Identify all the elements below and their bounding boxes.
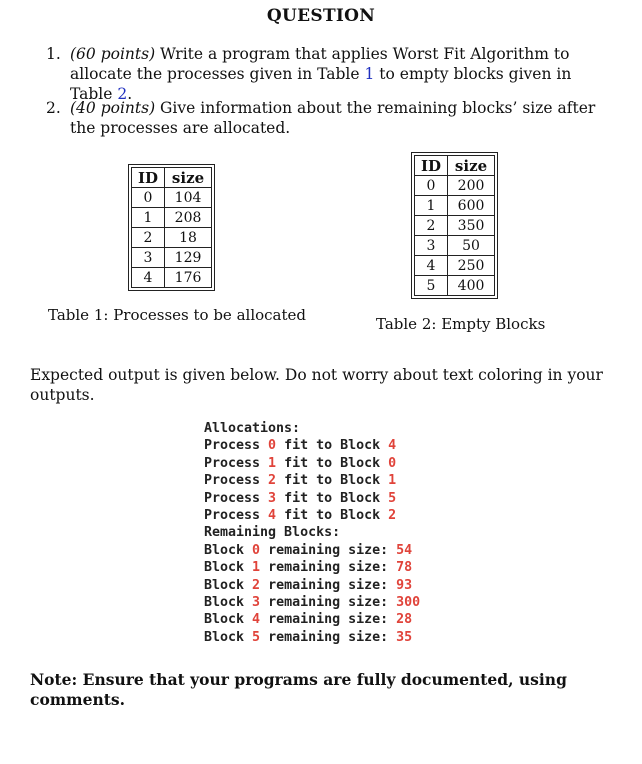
output-line [204,559,420,576]
cell-size: 200 [448,176,495,196]
table-1-reference[interactable]: 1 [364,65,375,83]
table-row [415,216,495,236]
output-number: 1 [388,473,397,489]
output-text: Process [204,490,269,506]
question-points: (60 points) [70,45,156,63]
cell-id: 4 [132,268,165,288]
output-text: remaining size: [260,595,397,611]
output-line [204,594,420,611]
cell-size: 400 [448,276,495,296]
cell-id: 1 [415,196,448,216]
cell-id: 3 [132,248,165,268]
table-row [132,188,212,208]
cell-size: 129 [165,248,212,268]
output-number: 2 [252,577,261,593]
table-row [415,276,495,296]
expected-output-block [204,420,420,646]
output-number: 0 [388,455,397,471]
output-line [204,472,420,489]
output-text: remaining size: [260,542,397,558]
output-line [204,455,420,472]
output-number: 4 [268,508,277,524]
output-text: remaining size: [260,612,397,628]
output-text: fit to Block [276,438,389,454]
question-text: . [127,85,133,103]
output-line [204,437,420,454]
table-row [132,248,212,268]
output-number: 1 [268,455,277,471]
table-row [415,236,495,256]
cell-size: 250 [448,256,495,276]
output-number: 300 [396,595,421,611]
output-number: 93 [396,577,413,593]
output-line [204,420,420,437]
output-line [204,611,420,628]
output-text: Block [204,612,253,628]
note: Note: Ensure that your programs are fully documented, using comments. [30,670,567,709]
output-number: 3 [268,490,277,506]
cell-id: 0 [132,188,165,208]
output-line [204,577,420,594]
output-text: fit to Block [276,473,389,489]
cell-size: 350 [448,216,495,236]
output-text: Block [204,595,253,611]
cell-size: 176 [165,268,212,288]
cell-id: 4 [415,256,448,276]
output-line [204,542,420,559]
output-number: 3 [252,595,261,611]
output-text: fit to Block [276,455,389,471]
output-text: fit to Block [276,490,389,506]
output-number: 54 [396,542,413,558]
output-text: Process [204,438,269,454]
output-text: remaining size: [260,560,397,576]
cell-id: 3 [415,236,448,256]
output-text: Remaining Blocks: [204,525,341,541]
cell-id: 1 [132,208,165,228]
output-text: Process [204,508,269,524]
output-text: fit to Block [276,508,389,524]
output-number: 2 [268,473,277,489]
output-line [204,490,420,507]
output-number: 0 [252,542,261,558]
cell-id: 2 [415,216,448,236]
table-row [132,208,212,228]
table-row [132,268,212,288]
cell-size: 104 [165,188,212,208]
cell-size: 18 [165,228,212,248]
cell-size: 600 [448,196,495,216]
page-title: QUESTION [266,6,376,26]
table-2 [411,152,498,299]
output-number: 35 [396,629,413,645]
output-number: 1 [252,560,261,576]
output-text: Process [204,473,269,489]
question-number: 2. [46,99,61,117]
table-header-id: ID [415,156,448,176]
table-header-id: ID [132,168,165,188]
question-number: 1. [46,45,61,63]
output-number: 5 [252,629,261,645]
table-row [132,228,212,248]
output-number: 4 [388,438,397,454]
output-text: Allocations: [204,421,301,436]
cell-id: 0 [415,176,448,196]
output-number: 78 [396,560,413,576]
table-1 [128,164,215,291]
output-number: 2 [388,508,397,524]
table-header-size: size [448,156,495,176]
question-2 [46,98,611,138]
output-number: 4 [252,612,261,628]
table-row [415,176,495,196]
table-row [415,256,495,276]
table-2-reference[interactable]: 2 [117,85,128,103]
cell-size: 208 [165,208,212,228]
output-text: Block [204,629,253,645]
cell-size: 50 [448,236,495,256]
output-line [204,507,420,524]
output-text: Process [204,455,269,471]
table-2-caption: Table 2: Empty Blocks [376,315,546,333]
question-text: Give information about the remaining blocks’ size after the processes are allocated. [70,99,596,137]
table-1-caption: Table 1: Processes to be allocated [48,306,306,324]
output-number: 0 [268,438,277,454]
question-points: (40 points) [70,99,156,117]
table-row [415,196,495,216]
output-text: Block [204,560,253,576]
cell-id: 2 [132,228,165,248]
output-line [204,524,420,541]
output-text: remaining size: [260,577,397,593]
output-number: 28 [396,612,413,628]
table-header-size: size [165,168,212,188]
question-text: Write a program that applies Worst Fit Algorithm to allocate the processes given in Table [70,45,570,83]
output-number: 5 [388,490,397,506]
output-text: Block [204,577,253,593]
question-text: to empty blocks given in Table [70,65,572,103]
output-text: remaining size: [260,629,397,645]
question-1 [46,44,611,104]
cell-id: 5 [415,276,448,296]
output-line [204,629,420,646]
output-text: Block [204,542,253,558]
expected-output-text: Expected output is given below. Do not worry about text coloring in your outputs. [30,366,603,404]
